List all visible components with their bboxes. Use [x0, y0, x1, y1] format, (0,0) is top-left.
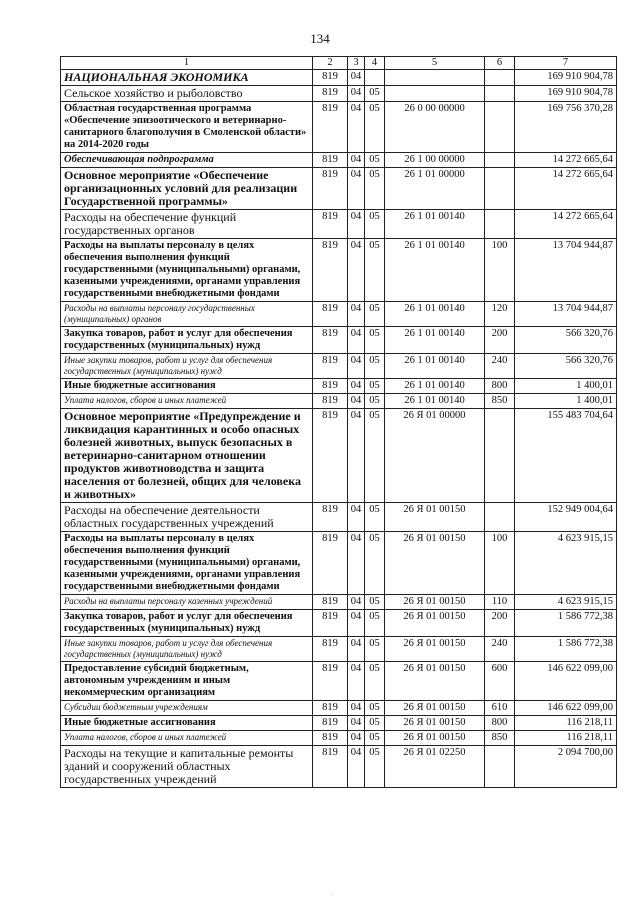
header-cell: 2 — [313, 57, 348, 70]
row-name-cell: Расходы на обеспечение деятельности областных государственных учреждений — [61, 503, 313, 532]
admin-code-cell: 819 — [313, 168, 348, 210]
table-row — [61, 239, 617, 302]
subsection-cell: 05 — [365, 701, 385, 716]
amount-cell: 14 272 665,64 — [515, 153, 617, 168]
target-article-cell: 26 Я 01 00150 — [385, 716, 485, 731]
target-article-cell — [385, 70, 485, 86]
subsection-cell: 05 — [365, 210, 385, 239]
header-cell: 1 — [61, 57, 313, 70]
admin-code-cell: 819 — [313, 327, 348, 354]
section-cell: 04 — [348, 239, 365, 302]
expense-type-cell: 100 — [485, 532, 515, 595]
section-cell: 04 — [348, 354, 365, 379]
section-cell: 04 — [348, 610, 365, 637]
target-article-cell — [385, 86, 485, 102]
expense-type-cell — [485, 210, 515, 239]
row-name-cell: Закупка товаров, работ и услуг для обеспечения государственных (муниципальных) нужд — [61, 610, 313, 637]
amount-cell: 146 622 099,00 — [515, 662, 617, 701]
admin-code-cell: 819 — [313, 746, 348, 788]
amount-cell: 566 320,76 — [515, 354, 617, 379]
amount-cell: 566 320,76 — [515, 327, 617, 354]
amount-cell: 169 910 904,78 — [515, 70, 617, 86]
amount-cell: 169 756 370,28 — [515, 102, 617, 153]
subsection-cell: 05 — [365, 532, 385, 595]
admin-code-cell: 819 — [313, 610, 348, 637]
row-name-cell: Уплата налогов, сборов и иных платежей — [61, 394, 313, 409]
target-article-cell: 26 1 01 00000 — [385, 168, 485, 210]
expense-type-cell — [485, 86, 515, 102]
amount-cell: 14 272 665,64 — [515, 168, 617, 210]
table-row — [61, 354, 617, 379]
target-article-cell: 26 1 01 00140 — [385, 327, 485, 354]
admin-code-cell: 819 — [313, 153, 348, 168]
admin-code-cell: 819 — [313, 532, 348, 595]
section-cell: 04 — [348, 662, 365, 701]
admin-code-cell: 819 — [313, 354, 348, 379]
table-row — [61, 731, 617, 746]
expense-type-cell: 200 — [485, 610, 515, 637]
admin-code-cell: 819 — [313, 701, 348, 716]
row-name-cell: Областная государственная программа «Обеспечение эпизоотического и ветеринарно-санитарного благополучия в Смоленской области» на 2014-2020 годы — [61, 102, 313, 153]
admin-code-cell: 819 — [313, 595, 348, 610]
table-row — [61, 379, 617, 394]
subsection-cell: 05 — [365, 394, 385, 409]
row-name-cell: Уплата налогов, сборов и иных платежей — [61, 731, 313, 746]
row-name-cell: Расходы на обеспечение функций государственных органов — [61, 210, 313, 239]
expense-type-cell: 200 — [485, 327, 515, 354]
amount-cell: 1 586 772,38 — [515, 637, 617, 662]
table-row — [61, 102, 617, 153]
section-cell: 04 — [348, 409, 365, 503]
expense-type-cell: 850 — [485, 394, 515, 409]
target-article-cell: 26 Я 01 02250 — [385, 746, 485, 788]
subsection-cell: 05 — [365, 86, 385, 102]
amount-cell: 152 949 004,64 — [515, 503, 617, 532]
section-cell: 04 — [348, 716, 365, 731]
section-cell: 04 — [348, 168, 365, 210]
expense-type-cell: 240 — [485, 354, 515, 379]
admin-code-cell: 819 — [313, 394, 348, 409]
admin-code-cell: 819 — [313, 70, 348, 86]
subsection-cell: 05 — [365, 153, 385, 168]
amount-cell: 1 586 772,38 — [515, 610, 617, 637]
subsection-cell: 05 — [365, 409, 385, 503]
row-name-cell: Расходы на выплаты персоналу казенных учреждений — [61, 595, 313, 610]
subsection-cell: 05 — [365, 662, 385, 701]
amount-cell: 2 094 700,00 — [515, 746, 617, 788]
target-article-cell: 26 1 01 00140 — [385, 354, 485, 379]
page-number: 134 — [310, 31, 330, 46]
row-name-cell: Субсидии бюджетным учреждениям — [61, 701, 313, 716]
expense-type-cell — [485, 70, 515, 86]
amount-cell: 116 218,11 — [515, 731, 617, 746]
table-row — [61, 637, 617, 662]
subsection-cell: 05 — [365, 503, 385, 532]
expense-type-cell — [485, 153, 515, 168]
table-row — [61, 168, 617, 210]
expense-type-cell: 120 — [485, 302, 515, 327]
subsection-cell: 05 — [365, 168, 385, 210]
table-row — [61, 86, 617, 102]
target-article-cell: 26 Я 01 00150 — [385, 731, 485, 746]
section-cell: 04 — [348, 503, 365, 532]
header-row — [61, 57, 617, 70]
section-cell: 04 — [348, 153, 365, 168]
amount-cell: 13 704 944,87 — [515, 302, 617, 327]
section-cell: 04 — [348, 595, 365, 610]
target-article-cell: 26 1 01 00140 — [385, 379, 485, 394]
section-cell: 04 — [348, 327, 365, 354]
amount-cell: 1 400,01 — [515, 394, 617, 409]
target-article-cell: 26 0 00 00000 — [385, 102, 485, 153]
admin-code-cell: 819 — [313, 102, 348, 153]
subsection-cell: 05 — [365, 595, 385, 610]
table-row — [61, 153, 617, 168]
table-row — [61, 394, 617, 409]
amount-cell: 4 623 915,15 — [515, 595, 617, 610]
target-article-cell: 26 1 01 00140 — [385, 239, 485, 302]
target-article-cell: 26 Я 01 00150 — [385, 610, 485, 637]
table-row — [61, 503, 617, 532]
admin-code-cell: 819 — [313, 239, 348, 302]
row-name-cell: Основное мероприятие «Предупреждение и ликвидация карантинных и особо опасных болезней животных, выпуск безопасных в ветеринарно-санитарном отношении продуктов животноводства и защита населения от болезней, общих для человека и животных» — [61, 409, 313, 503]
table-row — [61, 716, 617, 731]
table-row — [61, 327, 617, 354]
section-cell: 04 — [348, 102, 365, 153]
row-name-cell: Основное мероприятие «Обеспечение организационных условий для реализации Государственной программы» — [61, 168, 313, 210]
target-article-cell: 26 1 01 00140 — [385, 302, 485, 327]
admin-code-cell: 819 — [313, 302, 348, 327]
row-name-cell: Расходы на текущие и капитальные ремонты зданий и сооружений областных государственных учреждений — [61, 746, 313, 788]
admin-code-cell: 819 — [313, 210, 348, 239]
table-row — [61, 595, 617, 610]
section-cell: 04 — [348, 302, 365, 327]
target-article-cell: 26 Я 01 00150 — [385, 503, 485, 532]
amount-cell: 4 623 915,15 — [515, 532, 617, 595]
scan-mark: · — [330, 890, 333, 899]
section-cell: 04 — [348, 70, 365, 86]
header-cell: 3 — [348, 57, 365, 70]
expense-type-cell: 100 — [485, 239, 515, 302]
section-cell: 04 — [348, 637, 365, 662]
budget-table — [60, 56, 617, 788]
subsection-cell: 05 — [365, 379, 385, 394]
admin-code-cell: 819 — [313, 503, 348, 532]
subsection-cell: 05 — [365, 746, 385, 788]
amount-cell: 169 910 904,78 — [515, 86, 617, 102]
section-cell: 04 — [348, 532, 365, 595]
amount-cell: 1 400,01 — [515, 379, 617, 394]
table-row — [61, 302, 617, 327]
admin-code-cell: 819 — [313, 86, 348, 102]
section-cell: 04 — [348, 394, 365, 409]
table-row — [61, 210, 617, 239]
header-cell: 4 — [365, 57, 385, 70]
table-row — [61, 662, 617, 701]
row-name-cell: НАЦИОНАЛЬНАЯ ЭКОНОМИКА — [61, 70, 313, 86]
header-cell: 5 — [385, 57, 485, 70]
table-row — [61, 532, 617, 595]
expense-type-cell — [485, 102, 515, 153]
expense-type-cell: 800 — [485, 379, 515, 394]
admin-code-cell: 819 — [313, 731, 348, 746]
amount-cell: 155 483 704,64 — [515, 409, 617, 503]
expense-type-cell — [485, 168, 515, 210]
expense-type-cell: 110 — [485, 595, 515, 610]
expense-type-cell: 800 — [485, 716, 515, 731]
admin-code-cell: 819 — [313, 637, 348, 662]
expense-type-cell: 240 — [485, 637, 515, 662]
row-name-cell: Иные закупки товаров, работ и услуг для обеспечения государственных (муниципальных) нужд — [61, 354, 313, 379]
target-article-cell: 26 1 01 00140 — [385, 394, 485, 409]
subsection-cell: 05 — [365, 354, 385, 379]
table-row — [61, 746, 617, 788]
table-row — [61, 610, 617, 637]
row-name-cell: Закупка товаров, работ и услуг для обеспечения государственных (муниципальных) нужд — [61, 327, 313, 354]
subsection-cell: 05 — [365, 102, 385, 153]
section-cell: 04 — [348, 379, 365, 394]
admin-code-cell: 819 — [313, 379, 348, 394]
section-cell: 04 — [348, 86, 365, 102]
subsection-cell: 05 — [365, 637, 385, 662]
expense-type-cell: 600 — [485, 662, 515, 701]
admin-code-cell: 819 — [313, 662, 348, 701]
amount-cell: 146 622 099,00 — [515, 701, 617, 716]
header-cell: 7 — [515, 57, 617, 70]
row-name-cell: Иные бюджетные ассигнования — [61, 716, 313, 731]
section-cell: 04 — [348, 210, 365, 239]
row-name-cell: Иные закупки товаров, работ и услуг для обеспечения государственных (муниципальных) нужд — [61, 637, 313, 662]
target-article-cell: 26 Я 01 00150 — [385, 532, 485, 595]
expense-type-cell — [485, 503, 515, 532]
target-article-cell: 26 Я 01 00150 — [385, 662, 485, 701]
expense-type-cell — [485, 409, 515, 503]
row-name-cell: Сельское хозяйство и рыболовство — [61, 86, 313, 102]
target-article-cell: 26 Я 01 00150 — [385, 637, 485, 662]
row-name-cell: Иные бюджетные ассигнования — [61, 379, 313, 394]
admin-code-cell: 819 — [313, 716, 348, 731]
target-article-cell: 26 1 01 00140 — [385, 210, 485, 239]
subsection-cell: 05 — [365, 302, 385, 327]
row-name-cell: Предоставление субсидий бюджетным, автономным учреждениям и иным некоммерческим организациям — [61, 662, 313, 701]
target-article-cell: 26 Я 01 00000 — [385, 409, 485, 503]
section-cell: 04 — [348, 701, 365, 716]
admin-code-cell: 819 — [313, 409, 348, 503]
table-row — [61, 701, 617, 716]
row-name-cell: Расходы на выплаты персоналу в целях обеспечения выполнения функций государственными (муниципальными) органами, казенными учреждениями, органами управления государственными внебюджетными фондами — [61, 239, 313, 302]
row-name-cell: Расходы на выплаты персоналу государственных (муниципальных) органов — [61, 302, 313, 327]
section-cell: 04 — [348, 746, 365, 788]
subsection-cell: 05 — [365, 610, 385, 637]
amount-cell: 13 704 944,87 — [515, 239, 617, 302]
expense-type-cell — [485, 746, 515, 788]
subsection-cell: 05 — [365, 716, 385, 731]
row-name-cell: Обеспечивающая подпрограмма — [61, 153, 313, 168]
target-article-cell: 26 Я 01 00150 — [385, 595, 485, 610]
subsection-cell: 05 — [365, 327, 385, 354]
table-body — [61, 70, 617, 788]
amount-cell: 116 218,11 — [515, 716, 617, 731]
table-row — [61, 409, 617, 503]
amount-cell: 14 272 665,64 — [515, 210, 617, 239]
subsection-cell — [365, 70, 385, 86]
target-article-cell: 26 Я 01 00150 — [385, 701, 485, 716]
table-row — [61, 70, 617, 86]
section-cell: 04 — [348, 731, 365, 746]
subsection-cell: 05 — [365, 239, 385, 302]
expense-type-cell: 610 — [485, 701, 515, 716]
subsection-cell: 05 — [365, 731, 385, 746]
target-article-cell: 26 1 00 00000 — [385, 153, 485, 168]
header-cell: 6 — [485, 57, 515, 70]
expense-type-cell: 850 — [485, 731, 515, 746]
row-name-cell: Расходы на выплаты персоналу в целях обеспечения выполнения функций государственными (муниципальными) органами, казенными учреждениями, органами управления государственными внебюджетными фондами — [61, 532, 313, 595]
